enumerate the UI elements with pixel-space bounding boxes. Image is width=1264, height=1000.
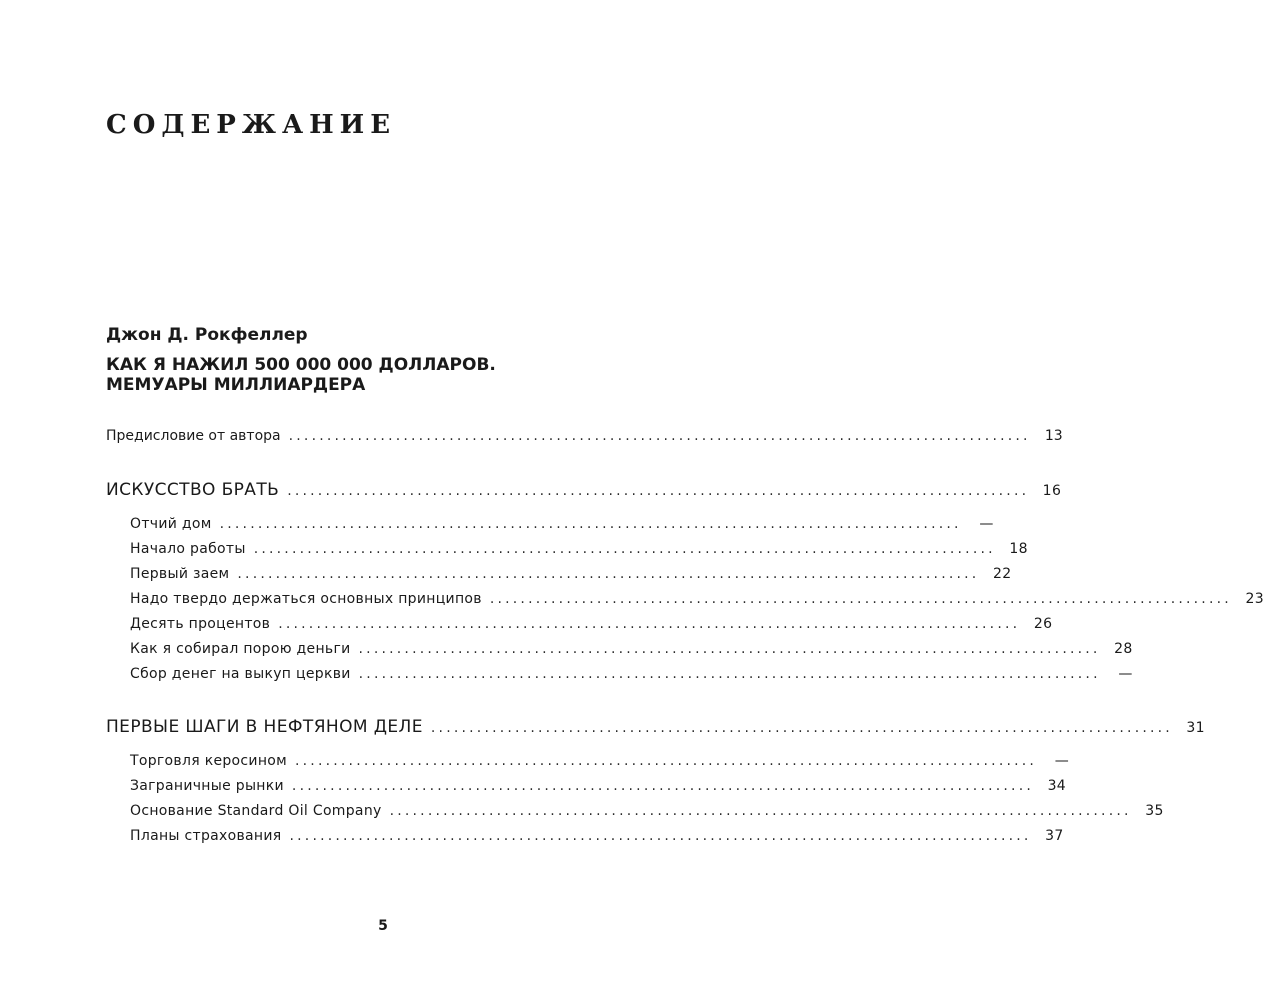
dot-leader: ................................................................................................. — [219, 516, 962, 532]
page-title: СОДЕРЖАНИЕ — [106, 110, 397, 140]
toc-chapter-page: 26 — [1033, 616, 1053, 632]
dot-leader: ................................................................................................. — [489, 591, 1232, 607]
toc-part[interactable] — [106, 717, 1205, 737]
toc-chapter[interactable] — [130, 516, 994, 532]
toc-chapter-title: Начало работы — [130, 541, 246, 557]
dot-leader: ................................................................................................. — [430, 720, 1173, 736]
toc-chapter-title: Отчий дом — [130, 516, 212, 532]
toc-chapter[interactable] — [130, 541, 1028, 557]
dot-leader: ................................................................................................. — [289, 828, 1032, 844]
toc-chapter-title: Как я собирал порою деньги — [130, 641, 351, 657]
toc-chapter-page: — — [1054, 753, 1070, 769]
dot-leader: ................................................................................................. — [237, 566, 980, 582]
dot-leader: ................................................................................................. — [287, 483, 1030, 499]
toc-part[interactable] — [106, 480, 1062, 500]
toc-chapter[interactable] — [130, 828, 1064, 844]
toc-chapter[interactable] — [130, 803, 1164, 819]
dot-leader: ................................................................................................. — [389, 803, 1132, 819]
toc-chapter-page: — — [1118, 666, 1133, 682]
toc-chapter-title: Сбор денег на выкуп церкви — [130, 666, 351, 682]
toc-part-title: ПЕРВЫЕ ШАГИ В НЕФТЯНОМ ДЕЛЕ — [106, 717, 423, 737]
book-title — [106, 355, 496, 395]
toc-chapter-page: 22 — [993, 566, 1012, 582]
toc-chapter-title: Планы страхования — [130, 828, 282, 844]
toc-chapter-title: Десять процентов — [130, 616, 271, 632]
book-title-line: МЕМУАРЫ МИЛЛИАРДЕРА — [106, 375, 366, 395]
toc-chapter[interactable] — [130, 566, 1012, 582]
dot-leader: ................................................................................................. — [291, 778, 1034, 794]
toc-chapter-page: 18 — [1009, 541, 1028, 557]
page-number: 5 — [378, 918, 388, 934]
toc-entry-title: Предисловие от автора — [106, 428, 281, 444]
toc-chapter-page: 34 — [1047, 778, 1066, 794]
toc-chapter-title: Первый заем — [130, 566, 230, 582]
toc-part-title: ИСКУССТВО БРАТЬ — [106, 480, 280, 500]
toc-chapter-title: Заграничные рынки — [130, 778, 284, 794]
book-title-line: КАК Я НАЖИЛ 500 000 000 ДОЛЛАРОВ. — [106, 355, 496, 375]
toc-chapter-page: 37 — [1045, 828, 1064, 844]
dot-leader: ................................................................................................. — [253, 541, 996, 557]
dot-leader: ................................................................................................. — [295, 753, 1038, 769]
dot-leader: ................................................................................................. — [288, 428, 1031, 444]
toc-chapter-title: Торговля керосином — [130, 753, 287, 769]
toc-part-page: 31 — [1186, 720, 1205, 736]
toc-chapter[interactable] — [130, 616, 1053, 632]
toc-chapter-page: 35 — [1145, 803, 1164, 819]
author-name: Джон Д. Рокфеллер — [106, 325, 308, 345]
toc-chapter[interactable] — [130, 666, 1133, 682]
dot-leader: ................................................................................................. — [358, 666, 1101, 682]
dot-leader: ................................................................................................. — [278, 616, 1021, 632]
toc-chapter-page: 28 — [1114, 641, 1133, 657]
toc-chapter-title: Основание Standard Oil Company — [130, 803, 382, 819]
toc-entry-page: 13 — [1044, 428, 1063, 444]
toc-chapter[interactable] — [130, 753, 1070, 769]
toc-part-page: 16 — [1042, 483, 1062, 499]
toc-chapter[interactable] — [130, 641, 1133, 657]
toc-chapter-page: 23 — [1245, 591, 1264, 607]
toc-chapter-title: Надо твердо держаться основных принципов — [130, 591, 482, 607]
toc-chapter[interactable] — [130, 591, 1264, 607]
dot-leader: ................................................................................................. — [358, 641, 1101, 657]
toc-entry-preface[interactable] — [106, 428, 1063, 444]
toc-chapter-page: — — [979, 516, 994, 532]
toc-chapter[interactable] — [130, 778, 1066, 794]
